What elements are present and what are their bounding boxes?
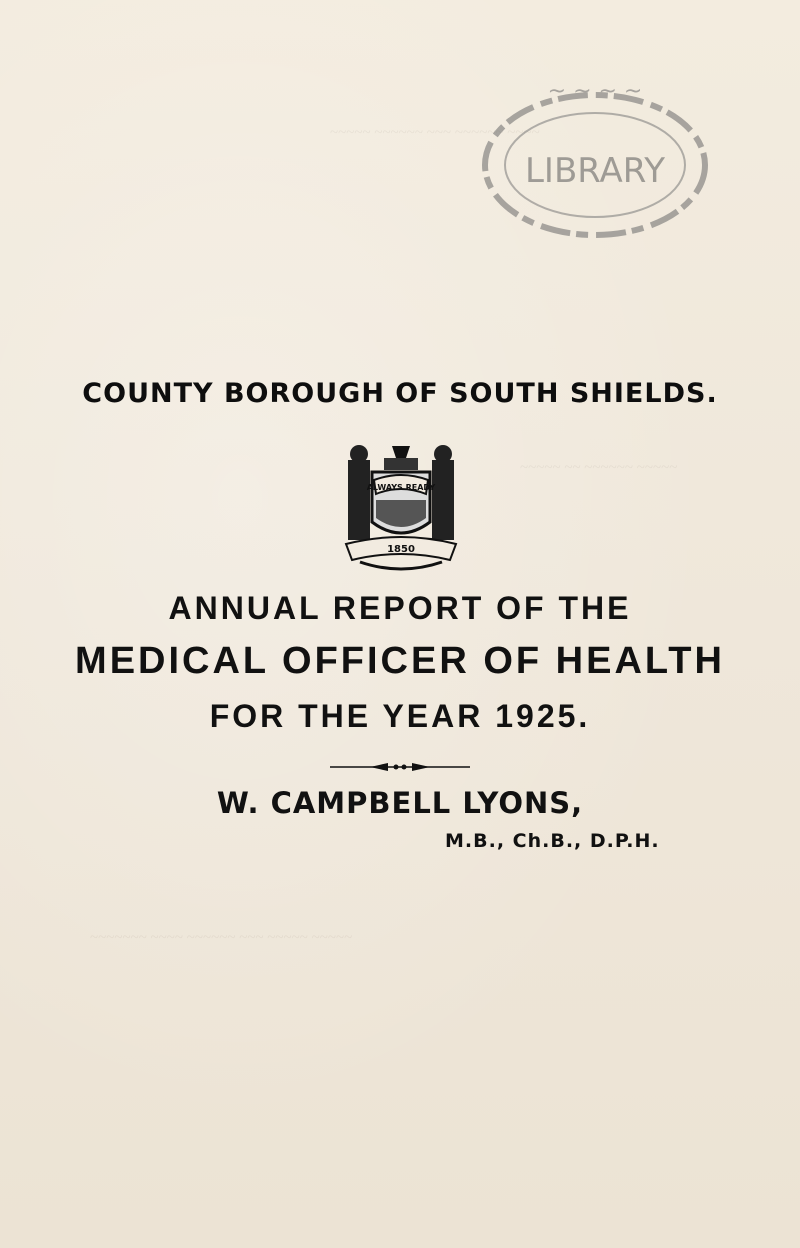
show-through-text: ~~~~~ ~~ ~~~~~~ ~~~~~	[520, 460, 678, 476]
report-title-line-3: FOR THE YEAR 1925.	[209, 698, 591, 734]
show-through-text: ~~~~~~~ ~~~~ ~~~~~~ ~~~ ~~~~~ ~~~~~	[90, 930, 353, 946]
library-stamp-text: LIBRARY	[524, 151, 666, 191]
crest-year: 1850	[387, 544, 415, 555]
crest-motto: ALWAYS READY	[366, 483, 436, 492]
report-title-line-2: MEDICAL OFFICER OF HEALTH	[75, 640, 725, 682]
author-name: W. CAMPBELL LYONS,	[216, 786, 584, 820]
library-stamp	[470, 70, 720, 270]
author-degrees: M.B., Ch.B., D.P.H.	[445, 830, 660, 852]
library-stamp-graphic	[470, 70, 720, 270]
svg-text:~ ~ ~ ~: ~ ~ ~ ~	[547, 79, 643, 104]
borough-crest-icon	[340, 440, 462, 580]
ornamental-divider-icon	[330, 760, 470, 774]
borough-heading: COUNTY BOROUGH OF SOUTH SHIELDS.	[82, 378, 718, 409]
show-through-text: ~~~~~ ~~~~~~ ~~~ ~~~~~~ ~~~~	[330, 125, 540, 141]
report-title-line-1: ANNUAL REPORT OF THE	[168, 590, 632, 626]
